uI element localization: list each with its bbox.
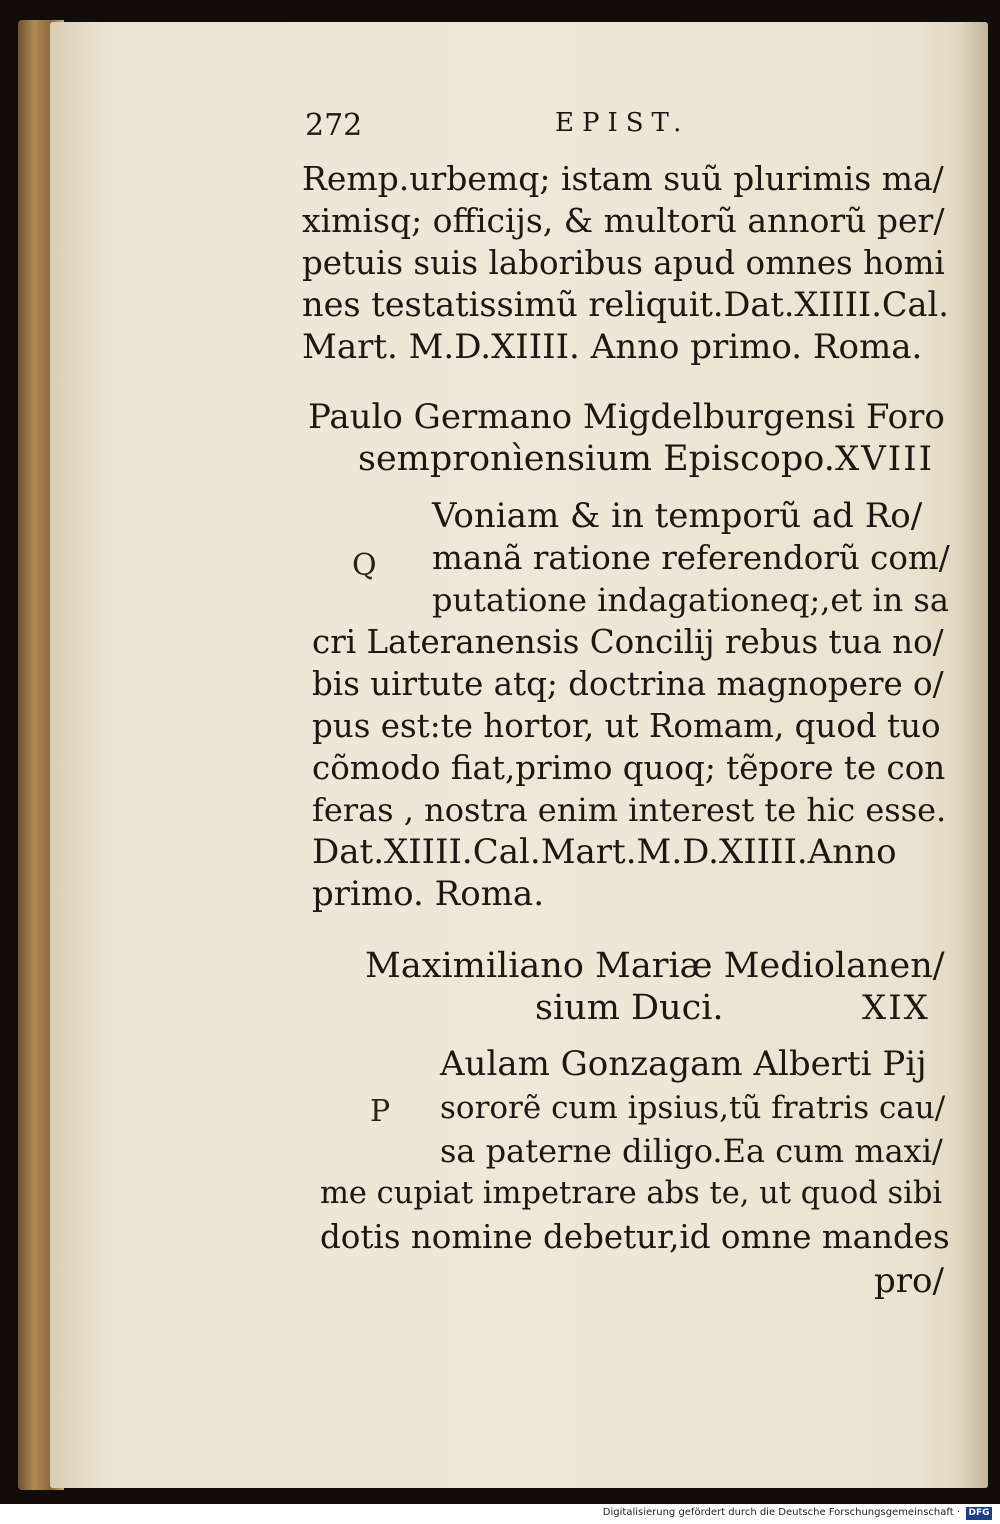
text-line: putatione indagationeq;,et in sa [432, 581, 949, 619]
letter-heading: Paulo Germano Migdelburgensi Foro [308, 397, 945, 437]
text-line: me cupiat impetrare abs te, ut quod sibi [320, 1176, 943, 1211]
text-line: petuis suis laboribus apud omnes homi [302, 244, 945, 282]
letter-number: XIX [862, 988, 930, 1028]
letter-heading: sempronìensium Episcopo. [358, 439, 835, 479]
letter-number: XVIII [835, 439, 935, 479]
catchword: pro/ [874, 1261, 944, 1301]
drop-cap-guide-letter: P [370, 1094, 391, 1129]
page-number: 272 [305, 108, 363, 143]
text-line: bis uirtute atq; doctrina magnopere o/ [312, 665, 944, 703]
page-shadow [958, 22, 988, 1488]
text-line: sororẽ cum ipsius,tũ fratris cau/ [440, 1090, 946, 1126]
text-line: Voniam & in temporũ ad Ro/ [432, 496, 923, 536]
text-line: Aulam Gonzagam Alberti Pij [440, 1044, 927, 1084]
text-line: sa paterne diligo.Ea cum maxi/ [440, 1132, 943, 1170]
text-line: Remp.urbemq; istam suũ plurimis ma/ [302, 159, 944, 198]
drop-cap-guide-letter: Q [352, 548, 377, 583]
text-line: pus est:te hortor, ut Romam, quod tuo [312, 707, 941, 745]
letter-heading: Maximiliano Mariæ Mediolanen/ [365, 946, 945, 986]
text-line: feras , nostra enim interest te hic esse. [312, 791, 947, 829]
running-head: EPIST. [555, 108, 690, 138]
text-line: Dat.XIIII.Cal.Mart.M.D.XIIII.Anno [312, 832, 897, 872]
letter-heading: sium Duci. [535, 988, 724, 1028]
text-line: manã ratione referendorũ com/ [432, 539, 950, 577]
dfg-logo-icon: DFG [966, 1507, 992, 1520]
text-line: cri Lateranensis Concilij rebus tua no/ [312, 623, 944, 661]
digitization-footer [0, 1504, 1000, 1524]
text-line: dotis nomine debetur,id omne mandes [320, 1218, 950, 1256]
text-line: ximisq; officijs, & multorũ annorũ per/ [302, 201, 945, 240]
text-line: Mart. M.D.XIIII. Anno primo. Roma. [302, 327, 923, 367]
text-line: primo. Roma. [312, 874, 545, 914]
footer-credit: Digitalisierung gefördert durch die Deutsche Forschungsgemeinschaft · [602, 1507, 960, 1518]
page-header [305, 108, 725, 148]
text-line: nes testatissimũ reliquit.Dat.XIIII.Cal. [302, 285, 949, 324]
text-line: cõmodo fiat,primo quoq; tẽpore te con [312, 749, 946, 787]
